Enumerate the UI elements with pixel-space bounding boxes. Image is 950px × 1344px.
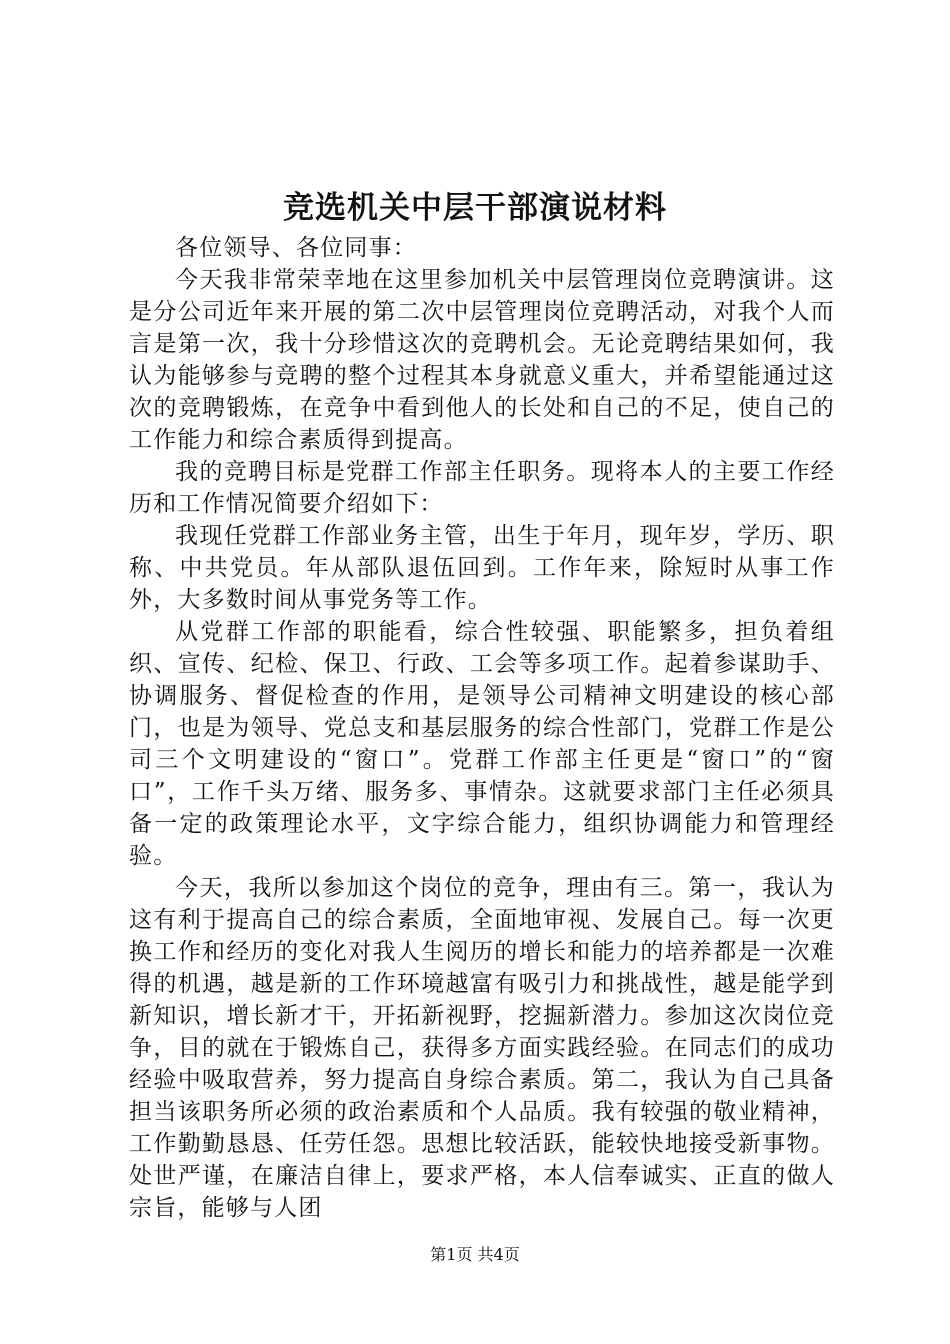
- paragraph-department-functions: 从党群工作部的职能看，综合性较强、职能繁多，担负着组织、宣传、纪检、保卫、行政、工会等多项工作。起着参谋助手、协调服务、督促检查的作用，是领导公司精神文明建设的核心部门，也是为领导、党总支和基层服务的综合性部门，党群工作是公司三个文明建设的“窗口”。党群工作部主任更是“窗口”的“窗口”，工作千头万绪、服务多、事情杂。这就要求部门主任必须具备一定的政策理论水平，文字综合能力，组织协调能力和管理经验。: [129, 619, 835, 869]
- document-body: [129, 232, 835, 1224]
- paragraph-reasons: 今天，我所以参加这个岗位的竞争，理由有三。第一，我认为这有利于提高自己的综合素质，全面地审视、发展自己。每一次更换工作和经历的变化对我人生阅历的增长和能力的培养都是一次难得的机遇，越是新的工作环境越富有吸引力和挑战性，越是能学到新知识，增长新才干，开拓新视野，挖掘新潜力。参加这次岗位竞争，目的就在于锻炼自己，获得多方面实践经验。在同志们的成功经验中吸取营养，努力提高自身综合素质。第二，我认为自己具备担当该职务所必须的政治素质和个人品质。我有较强的敬业精神，工作勤勤恳恳、任劳任怨。思想比较活跃，能较快地接受新事物。处世严谨，在廉洁自律上，要求严格，本人信奉诚实、正直的做人宗旨，能够与人团: [129, 875, 835, 1221]
- page-footer: 第1页 共4页: [430, 1245, 520, 1264]
- paragraph-introduction: 今天我非常荣幸地在这里参加机关中层管理岗位竞聘演讲。这是分公司近年来开展的第二次中层管理岗位竞聘活动，对我个人而言是第一次，我十分珍惜这次的竞聘机会。无论竞聘结果如何，我认为能够参与竞聘的整个过程其本身就意义重大，并希望能通过这次的竞聘锻炼，在竞争中看到他人的长处和自己的不足，使自己的工作能力和综合素质得到提高。: [129, 267, 835, 453]
- document-title: 竞选机关中层干部演说材料: [283, 190, 667, 226]
- paragraph-current-position: 我现任党群工作部业务主管，出生于年月，现年岁，学历、职称、中共党员。年从部队退伍回到。工作年来，除短时从事工作外，大多数时间从事党务等工作。: [129, 523, 835, 613]
- paragraph-target-position: 我的竞聘目标是党群工作部主任职务。现将本人的主要工作经历和工作情况简要介绍如下：: [129, 459, 835, 517]
- paragraph-salutation: 各位领导、各位同事：: [175, 235, 417, 261]
